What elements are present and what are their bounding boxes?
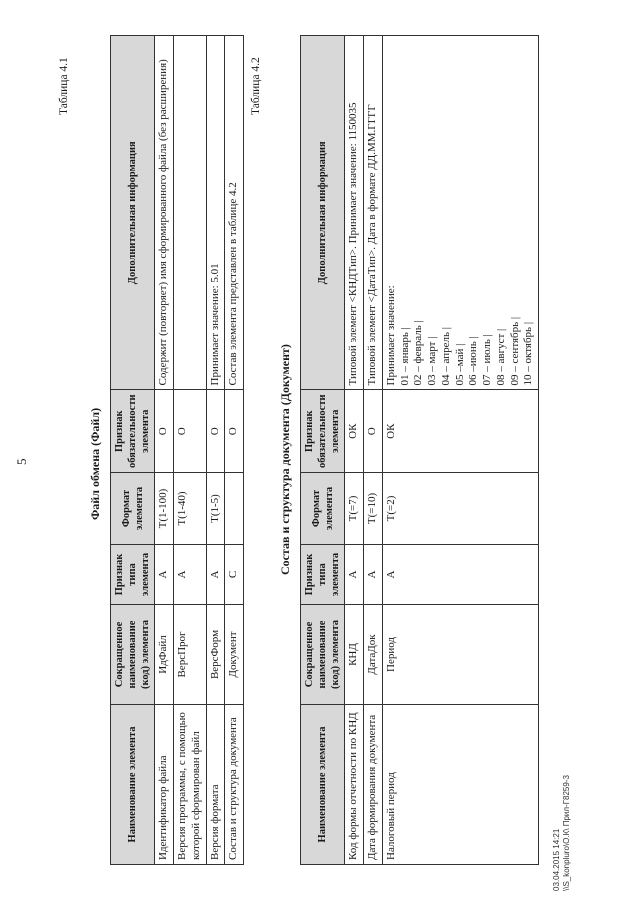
cell-format: Т(=10) xyxy=(364,473,383,545)
cell-required: ОК xyxy=(382,390,538,473)
header-format: Формат элемента xyxy=(301,473,345,545)
cell-name: Дата формирования документа xyxy=(364,705,383,865)
table-row xyxy=(206,36,225,865)
cell-info: Принимает значение: 5.01 xyxy=(206,36,225,390)
table-row xyxy=(345,36,364,865)
month-item: 05 –май | xyxy=(453,343,466,386)
cell-type: С xyxy=(225,545,244,605)
cell-info: Содержит (повторяет) имя сформированного файла (без расширения) xyxy=(155,36,174,390)
cell-name: Состав и структура документа xyxy=(225,705,244,865)
cell-name: Налоговый период xyxy=(382,705,538,865)
footer-path: \\S_konpluro\O.К\ Прил-Г8259-3 xyxy=(562,775,571,891)
cell-required: О xyxy=(364,390,383,473)
cell-type: А xyxy=(174,545,207,605)
month-item: 08 – август | xyxy=(494,328,507,386)
table-header-row xyxy=(301,36,345,865)
page-number: 5 xyxy=(14,458,29,465)
header-type: Признак типа элемента xyxy=(111,545,155,605)
header-code: Сокращенное наименование (код) элемента xyxy=(301,605,345,705)
cell-name: Код формы отчетности по КНД xyxy=(345,705,364,865)
cell-code: ВерсПрог xyxy=(174,605,207,705)
cell-info: Состав элемента представлен в таблице 4.2 xyxy=(225,36,244,390)
cell-info xyxy=(382,36,538,390)
cell-code: ИдФайл xyxy=(155,605,174,705)
header-type: Признак типа элемента xyxy=(301,545,345,605)
cell-type: А xyxy=(382,545,538,605)
cell-code: ВерсФорм xyxy=(206,605,225,705)
month-item: 09 – сентябрь | xyxy=(508,316,521,386)
table-row xyxy=(155,36,174,865)
cell-info xyxy=(174,36,207,390)
table-header-row xyxy=(111,36,155,865)
table-4-1-label: Таблица 4.1 xyxy=(58,57,70,115)
cell-format: Т(=7) xyxy=(345,473,364,545)
cell-required: О xyxy=(174,390,207,473)
cell-type: А xyxy=(155,545,174,605)
cell-required: О xyxy=(155,390,174,473)
cell-required: О xyxy=(206,390,225,473)
header-required: Признак обязательности элемента xyxy=(301,390,345,473)
cell-name: Версия программы, с помощью которой сформирован файл xyxy=(174,705,207,865)
cell-code: КНД xyxy=(345,605,364,705)
header-required: Признак обязательности элемента xyxy=(111,390,155,473)
header-name: Наименование элемента xyxy=(301,705,345,865)
month-item: 03 – март | xyxy=(426,336,439,386)
cell-code: Период xyxy=(382,605,538,705)
table-4-1-caption: Файл обмена (Файл) xyxy=(88,407,102,520)
footer-timestamp: 03.04.2015 14:21 xyxy=(552,828,561,891)
cell-name: Идентификатор файла xyxy=(155,705,174,865)
header-info: Дополнительная информация xyxy=(301,36,345,390)
header-format: Формат элемента xyxy=(111,473,155,545)
cell-name: Версия формата xyxy=(206,705,225,865)
table-row xyxy=(364,36,383,865)
cell-format: Т(1-100) xyxy=(155,473,174,545)
cell-format xyxy=(225,473,244,545)
cell-code: Документ xyxy=(225,605,244,705)
cell-info: Типовой элемент <ДатаТип>. Дата в формате ДД.ММ.ГГГГ xyxy=(364,36,383,390)
header-code: Сокращенное наименование (код) элемента xyxy=(111,605,155,705)
month-item: 06 –июнь | xyxy=(467,336,480,386)
header-name: Наименование элемента xyxy=(111,705,155,865)
cell-format: Т(=2) xyxy=(382,473,538,545)
cell-required: ОК xyxy=(345,390,364,473)
cell-required: О xyxy=(225,390,244,473)
month-item: 10 – октябрь | xyxy=(522,321,535,386)
cell-format: Т(1-5) xyxy=(206,473,225,545)
header-info: Дополнительная информация xyxy=(111,36,155,390)
cell-type: А xyxy=(345,545,364,605)
table-row xyxy=(382,36,538,865)
table-row xyxy=(174,36,207,865)
month-item: 04 – апрель | xyxy=(439,327,452,386)
table-4-2-caption: Состав и структура документа (Документ) xyxy=(278,344,292,575)
period-intro: Принимает значение: xyxy=(384,285,397,386)
cell-type: А xyxy=(206,545,225,605)
cell-code: ДатаДок xyxy=(364,605,383,705)
table-row xyxy=(225,36,244,865)
table-4-2-label: Таблица 4.2 xyxy=(250,57,262,115)
month-item: 02 – февраль | xyxy=(412,320,425,386)
cell-format: Т(1-40) xyxy=(174,473,207,545)
month-item: 07 – июль | xyxy=(481,334,494,386)
cell-type: А xyxy=(364,545,383,605)
table-document-structure xyxy=(300,35,539,865)
cell-info: Типовой элемент <КНДТип>. Принимает значение: 1150035 xyxy=(345,36,364,390)
table-file-exchange xyxy=(110,35,244,865)
month-item: 01 – январь | xyxy=(398,327,411,386)
